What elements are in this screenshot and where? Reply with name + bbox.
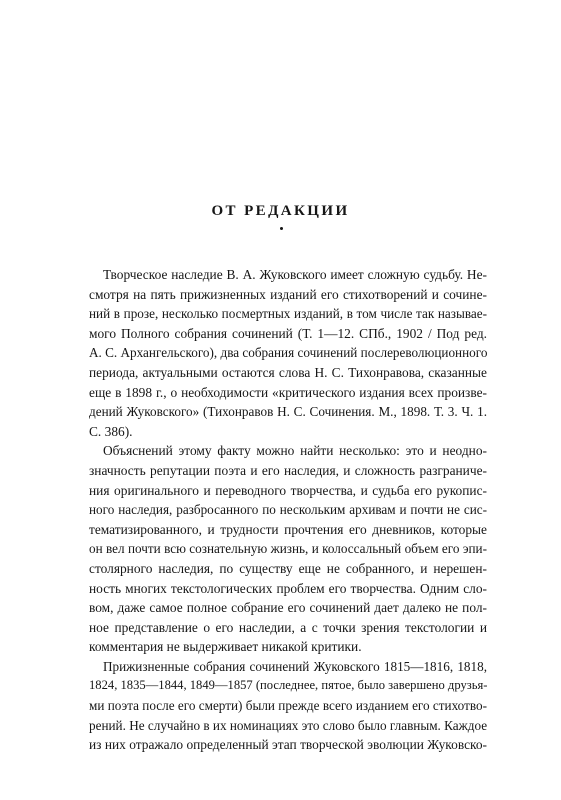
text-line: ния оригинального и переводного творчества, и судьба его рукопис- — [89, 482, 487, 498]
text-line: дений Жуковского» (Тихонравов Н. С. Сочинения. М., 1898. Т. 3. Ч. 1. — [89, 404, 487, 420]
text-line: еще в 1898 г., о необходимости «критического издания всех произве- — [89, 384, 487, 400]
text-line: ность многих текстологических проблем его творчества. Одним сло- — [89, 580, 487, 596]
text-line: Творческое наследие В. А. Жуковского имеет сложную судьбу. Не- — [103, 267, 487, 282]
text-line: рений. Не случайно в их номинациях это слово было главным. Каждое — [89, 717, 488, 733]
text-line: 1824, 1835—1844, 1849—1857 (последнее, пятое, было завершено друзья- — [89, 678, 488, 693]
text-line: значность репутации поэта и его наследия, и сложность разграниче- — [89, 462, 487, 478]
text-line: С. 386). — [89, 423, 133, 439]
text-line: периода, актуальными остаются слова Н. С. Тихонравова, сказанные — [89, 364, 487, 380]
paragraph-2 — [89, 441, 487, 657]
paragraph-1 — [89, 265, 487, 441]
paragraph-3 — [89, 657, 487, 755]
text-line: вом, даже самое полное собрание его сочинений дает далеко не пол- — [89, 600, 487, 616]
text-line: ного наследия, разбросанного по нескольким архивам и почти не сис- — [89, 502, 487, 518]
text-line: Объяснений этому факту можно найти несколько: это и неодно- — [103, 443, 487, 459]
text-line: комментария не выдерживает никакой критики. — [89, 639, 362, 655]
text-line: из них отражало определенный этап творческой эволюции Жуковско- — [89, 737, 487, 753]
text-line: смотря на пять прижизненных изданий его стихотворений и сочине- — [89, 286, 487, 302]
text-line: ний в прозе, несколько посмертных изданий, в том числе так называе- — [89, 306, 487, 322]
section-heading: ОТ РЕДАКЦИИ — [211, 203, 350, 219]
text-line: столярного наследия, по существу еще не собранного, и нерешен- — [89, 560, 487, 576]
body-text — [89, 265, 487, 755]
text-line: он вел почти всю сознательную жизнь, и колоссальный объем его эпи- — [89, 541, 487, 557]
text-line: ное представление о его наследии, а с точки зрения текстологии и — [89, 619, 487, 635]
text-line: Прижизненные собрания сочинений Жуковского 1815—1816, 1818, — [103, 658, 487, 674]
heading-ornament-dot — [280, 227, 283, 230]
text-line: тематизированного, и трудности прочтения его дневников, которые — [89, 521, 487, 537]
text-line: ми поэта после его смерти) были прежде всего изданием его стихотво- — [89, 698, 487, 714]
text-line: А. С. Архангельского), два собрания сочинений послереволюционного — [89, 345, 488, 361]
text-line: мого Полного собрания сочинений (Т. 1—12. СПб., 1902 / Под ред. — [89, 325, 487, 341]
